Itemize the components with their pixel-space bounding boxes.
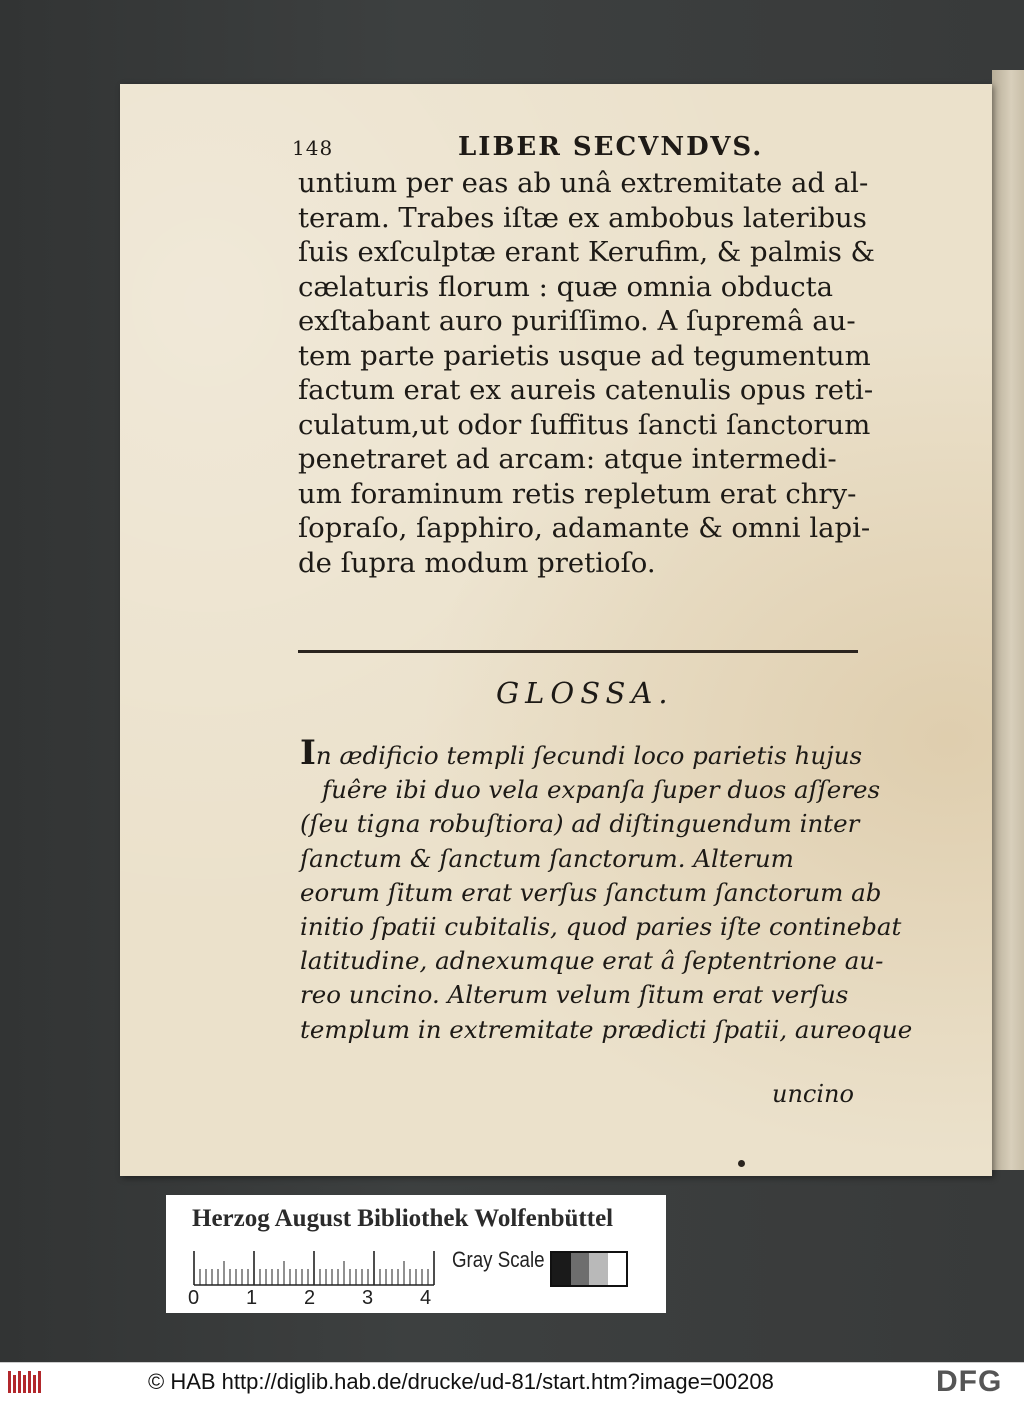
text-line: cælaturis florum : quæ omnia obducta xyxy=(298,270,834,303)
running-head: LIBER SECVNDVS. xyxy=(458,132,764,162)
gloss-line: (ſeu tigna robuſtiora) ad diſtinguendum inter xyxy=(300,809,860,839)
gloss-line: eorum ſitum erat verſus ſanctum ſanctorum ab xyxy=(300,877,882,907)
dfg-logo: DFG xyxy=(936,1365,1003,1398)
page-number: 148 xyxy=(292,136,334,160)
ruler-ticks-icon xyxy=(192,1247,436,1287)
page-header xyxy=(292,132,852,168)
library-color-card xyxy=(166,1195,666,1313)
ruler-number: 1 xyxy=(246,1287,258,1309)
institution-name: Herzog August Bibliothek Wolfenbüttel xyxy=(192,1205,614,1232)
text-line: tem parte parietis usque ad tegumentum xyxy=(298,339,871,372)
copyright-url[interactable]: © HAB http://diglib.hab.de/drucke/ud-81/start.htm?image=00208 xyxy=(148,1369,774,1394)
gloss-line: latitudine, adnexumque erat â ſeptentrione au- xyxy=(300,946,884,976)
section-divider xyxy=(298,650,858,653)
gray-swatch-cell xyxy=(589,1253,608,1285)
gray-swatch-cell xyxy=(608,1253,627,1285)
text-line: ſopraſo, ſapphiro, adamante & omni lapi- xyxy=(298,512,871,544)
text-line: factum erat ex aureis catenulis opus reti- xyxy=(298,374,874,406)
text-line: um foraminum retis repletum erat chry- xyxy=(298,477,857,510)
gray-scale-swatch xyxy=(550,1251,628,1287)
gloss-line: initio ſpatii cubitalis, quod paries iſte continebat xyxy=(300,912,902,942)
gloss-heading: GLOSSA. xyxy=(496,676,674,710)
gloss-line xyxy=(300,733,863,773)
main-text xyxy=(298,166,876,580)
text-line: teram. Trabes iſtæ ex ambobus lateribus xyxy=(298,201,867,234)
text-line: exſtabant auro puriſſimo. A ſupremâ au- xyxy=(298,305,856,337)
ruler-number: 4 xyxy=(420,1287,432,1309)
scale-ruler xyxy=(192,1247,436,1287)
drop-cap: I xyxy=(300,733,316,773)
gloss-line: templum in extremitate prædicti ſpatii, aureoque xyxy=(300,1014,913,1044)
gloss-line: ſanctum & ſanctum ſanctorum. Alterum xyxy=(300,843,794,873)
text-line: penetraret ad arcam: atque intermedi- xyxy=(298,443,837,475)
ink-dot xyxy=(738,1160,745,1167)
gloss-text xyxy=(300,733,913,1047)
text-line: culatum,ut odor ſuffitus ſancti ſanctorum xyxy=(298,408,871,441)
facing-page-edge xyxy=(992,70,1024,1170)
gray-swatch-cell xyxy=(552,1253,571,1285)
hab-logo-icon xyxy=(6,1369,46,1395)
gray-swatch-cell xyxy=(571,1253,590,1285)
viewer-footer xyxy=(0,1362,1024,1401)
ruler-number: 3 xyxy=(362,1287,374,1309)
gray-scale-label: Gray Scale xyxy=(452,1247,545,1272)
text-line: untium per eas ab unâ extremitate ad al- xyxy=(298,167,869,199)
gloss-line-text: n ædificio templi ſecundi loco parietis hujus xyxy=(315,741,863,770)
catchword: uncino xyxy=(772,1080,854,1108)
gloss-line: reo uncino. Alterum velum ſitum erat verſus xyxy=(300,980,849,1010)
text-line: ſuis exſculptæ erant Kerufim, & palmis & xyxy=(298,236,876,268)
ruler-number: 2 xyxy=(304,1287,316,1309)
gloss-line: fuêre ibi duo vela expanſa ſuper duos aſſeres xyxy=(322,775,881,805)
text-line: de ſupra modum pretioſo. xyxy=(298,546,656,579)
ruler-number: 0 xyxy=(188,1287,200,1309)
